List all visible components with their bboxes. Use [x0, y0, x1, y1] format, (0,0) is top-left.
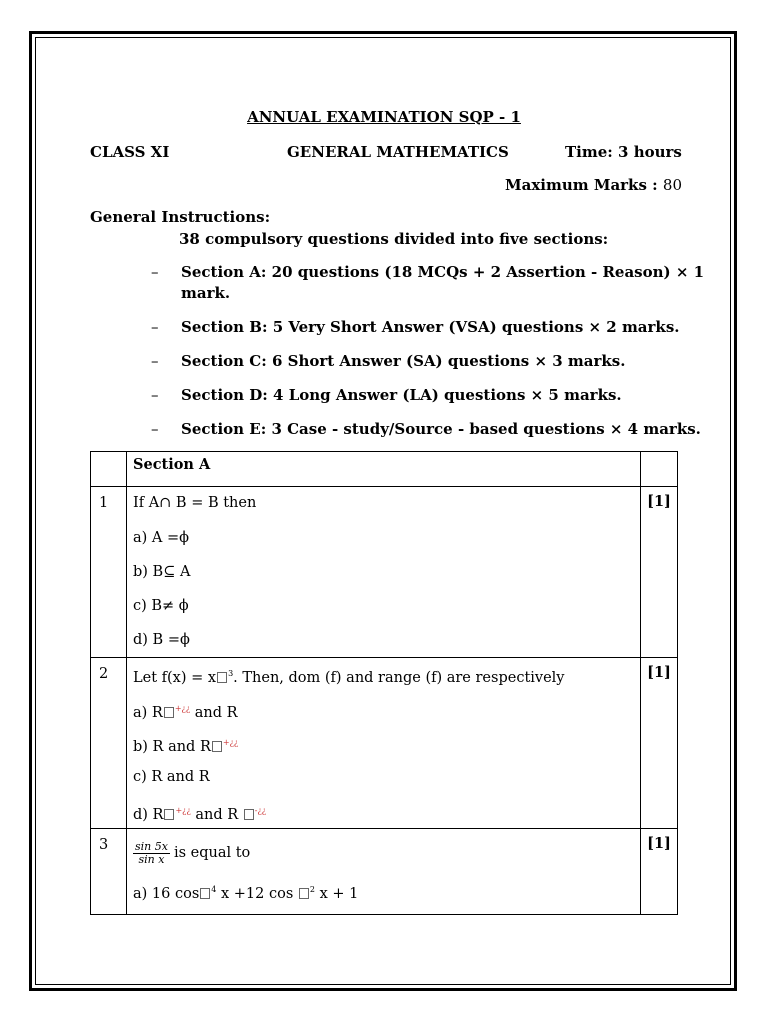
dash-bullet: – — [151, 263, 159, 281]
exam-title: ANNUAL EXAMINATION SQP - 1 — [247, 108, 521, 126]
question-body — [127, 487, 641, 658]
instructions-heading: General Instructions: — [90, 208, 271, 226]
option-text: x + 1 — [314, 885, 359, 902]
option-c: c) R and R — [133, 769, 210, 785]
question-text: If A∩ B = B then — [133, 495, 257, 511]
question-mark: [1] — [641, 829, 678, 915]
placeholder-box — [244, 809, 254, 820]
dash-bullet: – — [151, 386, 159, 404]
question-mark: [1] — [641, 658, 678, 829]
option-text: x +12 cos — [216, 885, 298, 902]
option-text: and R — [190, 806, 243, 823]
fraction-numerator: sin 5x — [135, 839, 168, 853]
render-artifact: +¿¿ — [175, 806, 191, 815]
option-b: b) B⊆ A — [133, 564, 191, 580]
exponent: 2 — [309, 885, 315, 894]
max-marks-label: Maximum Marks : — [505, 176, 658, 194]
option-text: d) R — [133, 806, 164, 823]
class-label: CLASS XI — [90, 143, 170, 161]
max-marks-value: 80 — [662, 176, 682, 194]
question-row — [91, 658, 678, 829]
instruction-section-a-cont: mark. — [181, 284, 231, 302]
question-number: 2 — [91, 658, 127, 829]
dash-bullet: – — [151, 318, 159, 336]
question-body — [127, 829, 641, 915]
option-b — [133, 726, 634, 760]
option-c: c) B≠ ϕ — [133, 598, 189, 614]
render-artifact: +¿¿ — [174, 704, 191, 713]
option-d: d) B =ϕ — [133, 632, 190, 648]
subject-label: GENERAL MATHEMATICS — [287, 143, 509, 161]
render-artifact: -¿¿ — [254, 806, 267, 815]
question-row — [91, 487, 678, 658]
option-text: b) R and R — [133, 738, 211, 755]
question-body — [127, 658, 641, 829]
question-number: 1 — [91, 487, 127, 658]
time-label: Time: 3 hours — [565, 143, 682, 161]
section-num-cell — [91, 452, 127, 487]
exponent: 4 — [211, 885, 217, 894]
fraction-denominator: sin x — [138, 852, 165, 866]
question-number: 3 — [91, 829, 127, 915]
placeholder-box — [299, 888, 309, 899]
instruction-section-d: Section D: 4 Long Answer (LA) questions × 5 marks. — [181, 386, 622, 404]
option-text: a) 16 cos — [133, 885, 200, 902]
option-a — [133, 873, 634, 907]
instruction-section-a: Section A: 20 questions (18 MCQs + 2 Assertion - Reason) × 1 — [181, 263, 705, 281]
fraction — [133, 841, 170, 866]
section-mark-cell — [641, 452, 678, 487]
placeholder-box — [217, 672, 227, 683]
question-text — [133, 833, 634, 873]
question-text — [133, 662, 634, 692]
section-label: Section A — [127, 452, 641, 487]
instruction-section-b: Section B: 5 Very Short Answer (VSA) questions × 2 marks. — [181, 318, 680, 336]
instruction-section-e: Section E: 3 Case - study/Source - based questions × 4 marks. — [181, 420, 701, 438]
section-header-row — [91, 452, 678, 487]
instructions-intro: 38 compulsory questions divided into five sections: — [179, 230, 609, 248]
question-row — [91, 829, 678, 915]
placeholder-box — [164, 707, 174, 718]
option-a: a) A =ϕ — [133, 530, 190, 546]
max-marks — [505, 176, 682, 194]
placeholder-box — [200, 888, 210, 899]
question-text-part: . Then, dom (f) and range (f) are respectively — [233, 669, 565, 686]
render-artifact: +¿¿ — [222, 738, 239, 747]
question-mark: [1] — [641, 487, 678, 658]
dash-bullet: – — [151, 420, 159, 438]
instruction-section-c: Section C: 6 Short Answer (SA) questions × 3 marks. — [181, 352, 626, 370]
placeholder-box — [164, 809, 174, 820]
option-d — [133, 794, 634, 828]
question-text-part: is equal to — [173, 845, 251, 861]
option-text: and R — [190, 704, 238, 721]
questions-table — [90, 451, 678, 915]
dash-bullet: – — [151, 352, 159, 370]
option-a — [133, 692, 634, 726]
placeholder-box — [212, 741, 222, 752]
exponent: 3 — [228, 669, 234, 678]
option-text: a) R — [133, 704, 163, 721]
question-text-part: Let f(x) = x — [133, 669, 217, 686]
